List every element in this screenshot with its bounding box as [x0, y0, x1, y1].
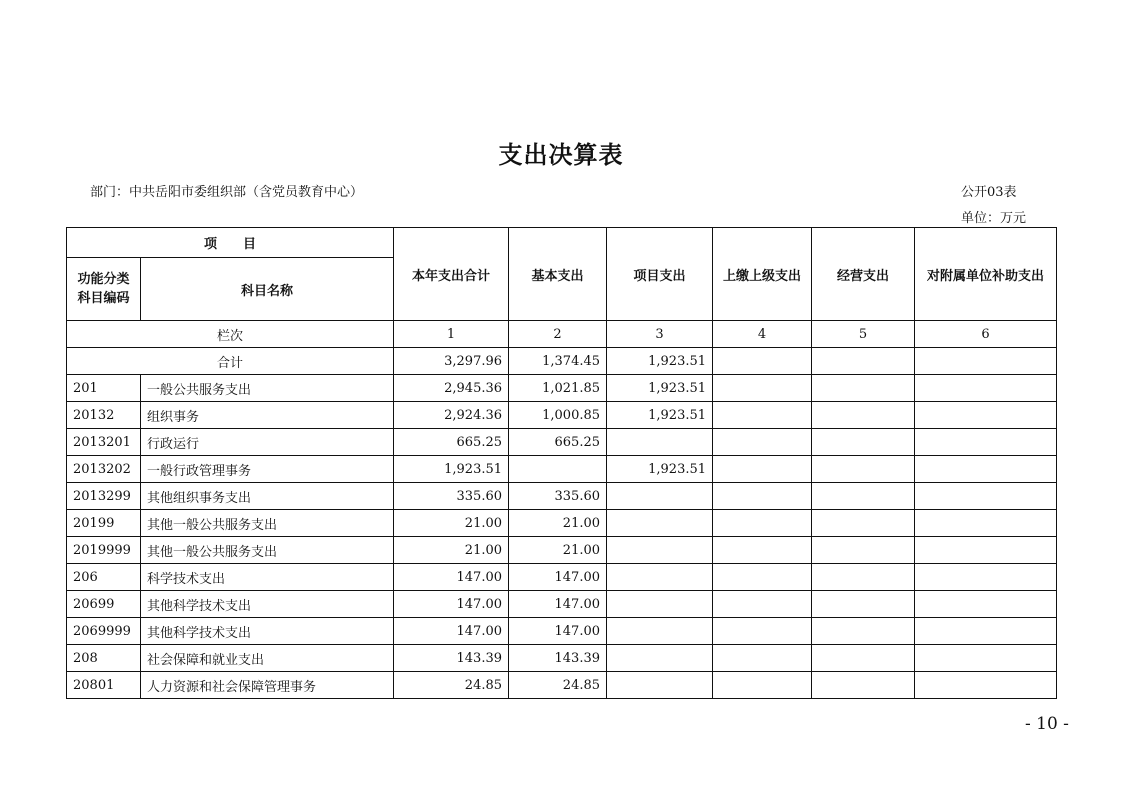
subject-name-cell: 人力资源和社会保障管理事务 — [141, 672, 394, 699]
table-row — [67, 672, 1057, 699]
amount-cell — [915, 672, 1057, 699]
header-subject-name: 科目名称 — [141, 258, 394, 321]
subject-name-cell: 社会保障和就业支出 — [141, 645, 394, 672]
subject-code-cell: 2019999 — [67, 537, 141, 564]
amount-cell: 335.60 — [509, 483, 607, 510]
amount-cell: 147.00 — [509, 564, 607, 591]
form-code: 公开03表 — [961, 185, 1017, 200]
amount-cell — [607, 564, 713, 591]
subject-code-cell: 208 — [67, 645, 141, 672]
amount-cell — [812, 672, 915, 699]
amount-cell — [713, 483, 812, 510]
amount-cell: 143.39 — [509, 645, 607, 672]
amount-cell — [509, 456, 607, 483]
unit-label: 单位：万元 — [961, 211, 1027, 226]
amount-cell — [915, 645, 1057, 672]
page-number: - 10 - — [1025, 714, 1069, 734]
amount-cell — [713, 429, 812, 456]
amount-cell — [713, 564, 812, 591]
total-cell: 1,374.45 — [509, 348, 607, 375]
department-label: 部门：中共岳阳市委组织部（含党员教育中心） — [90, 185, 364, 200]
amount-cell — [812, 537, 915, 564]
table-row — [67, 510, 1057, 537]
amount-cell — [812, 456, 915, 483]
subject-code-cell: 201 — [67, 375, 141, 402]
subject-code-cell: 2013201 — [67, 429, 141, 456]
amount-cell: 147.00 — [509, 618, 607, 645]
total-cell — [915, 348, 1057, 375]
subject-code-cell: 2013202 — [67, 456, 141, 483]
subject-code-cell: 20801 — [67, 672, 141, 699]
amount-cell — [915, 456, 1057, 483]
total-cell: 1,923.51 — [607, 348, 713, 375]
header-col-total: 本年支出合计 — [394, 228, 509, 321]
amount-cell: 24.85 — [394, 672, 509, 699]
amount-cell — [607, 537, 713, 564]
amount-cell — [915, 591, 1057, 618]
table-row — [67, 618, 1057, 645]
amount-cell — [915, 510, 1057, 537]
header-col-remit: 上缴上级支出 — [713, 228, 812, 321]
header-col-project: 项目支出 — [607, 228, 713, 321]
amount-cell — [607, 483, 713, 510]
amount-cell — [607, 510, 713, 537]
amount-cell — [713, 510, 812, 537]
amount-cell — [607, 429, 713, 456]
amount-cell: 1,021.85 — [509, 375, 607, 402]
column-number: 4 — [713, 321, 812, 348]
amount-cell: 147.00 — [394, 591, 509, 618]
amount-cell — [713, 672, 812, 699]
amount-cell — [915, 618, 1057, 645]
column-number: 3 — [607, 321, 713, 348]
subject-name-cell: 组织事务 — [141, 402, 394, 429]
amount-cell — [713, 537, 812, 564]
subject-code-cell: 20699 — [67, 591, 141, 618]
amount-cell — [812, 618, 915, 645]
amount-cell: 24.85 — [509, 672, 607, 699]
subject-code-cell: 20199 — [67, 510, 141, 537]
table-row — [67, 429, 1057, 456]
header-row-top — [67, 228, 1057, 258]
amount-cell — [812, 429, 915, 456]
amount-cell: 21.00 — [509, 510, 607, 537]
subject-code-cell: 206 — [67, 564, 141, 591]
amount-cell: 665.25 — [394, 429, 509, 456]
subject-code-cell: 2013299 — [67, 483, 141, 510]
total-cell — [713, 348, 812, 375]
subject-name-cell: 行政运行 — [141, 429, 394, 456]
amount-cell: 1,923.51 — [607, 375, 713, 402]
header-col-basic: 基本支出 — [509, 228, 607, 321]
table-row — [67, 456, 1057, 483]
amount-cell — [607, 591, 713, 618]
subject-name-cell: 一般行政管理事务 — [141, 456, 394, 483]
amount-cell — [915, 483, 1057, 510]
expenditure-table — [66, 227, 1057, 699]
amount-cell: 21.00 — [394, 510, 509, 537]
total-row — [67, 348, 1057, 375]
amount-cell — [915, 402, 1057, 429]
subject-name-cell: 其他科学技术支出 — [141, 591, 394, 618]
amount-cell — [713, 591, 812, 618]
amount-cell — [713, 645, 812, 672]
subject-name-cell: 科学技术支出 — [141, 564, 394, 591]
subject-code-cell: 2069999 — [67, 618, 141, 645]
amount-cell — [812, 375, 915, 402]
amount-cell — [713, 375, 812, 402]
column-number: 5 — [812, 321, 915, 348]
amount-cell — [915, 375, 1057, 402]
amount-cell — [607, 645, 713, 672]
amount-cell — [812, 483, 915, 510]
amount-cell — [713, 456, 812, 483]
page-title: 支出决算表 — [498, 141, 624, 169]
column-number: 1 — [394, 321, 509, 348]
total-cell — [812, 348, 915, 375]
amount-cell — [915, 429, 1057, 456]
amount-cell — [812, 510, 915, 537]
amount-cell: 147.00 — [394, 564, 509, 591]
total-label: 合计 — [67, 348, 394, 375]
amount-cell — [812, 564, 915, 591]
amount-cell: 147.00 — [394, 618, 509, 645]
amount-cell: 1,923.51 — [607, 402, 713, 429]
amount-cell — [812, 645, 915, 672]
subject-name-cell: 其他组织事务支出 — [141, 483, 394, 510]
subject-name-cell: 其他科学技术支出 — [141, 618, 394, 645]
header-col-subsidy: 对附属单位补助支出 — [915, 228, 1057, 321]
amount-cell: 335.60 — [394, 483, 509, 510]
table-row — [67, 375, 1057, 402]
table-row — [67, 564, 1057, 591]
subject-code-cell: 20132 — [67, 402, 141, 429]
table-row — [67, 645, 1057, 672]
amount-cell: 2,945.36 — [394, 375, 509, 402]
amount-cell: 1,923.51 — [394, 456, 509, 483]
subject-name-cell: 其他一般公共服务支出 — [141, 537, 394, 564]
amount-cell — [812, 402, 915, 429]
column-number: 2 — [509, 321, 607, 348]
amount-cell — [713, 402, 812, 429]
column-number-row — [67, 321, 1057, 348]
total-cell: 3,297.96 — [394, 348, 509, 375]
column-number-label: 栏次 — [67, 321, 394, 348]
amount-cell: 21.00 — [509, 537, 607, 564]
header-col-business: 经营支出 — [812, 228, 915, 321]
amount-cell: 147.00 — [509, 591, 607, 618]
table-row — [67, 483, 1057, 510]
table-row — [67, 591, 1057, 618]
amount-cell — [915, 564, 1057, 591]
header-func-code: 功能分类 科目编码 — [67, 258, 141, 321]
amount-cell — [607, 672, 713, 699]
amount-cell — [607, 618, 713, 645]
table-row — [67, 402, 1057, 429]
table-row — [67, 537, 1057, 564]
amount-cell — [915, 537, 1057, 564]
amount-cell: 2,924.36 — [394, 402, 509, 429]
subject-name-cell: 一般公共服务支出 — [141, 375, 394, 402]
amount-cell — [812, 591, 915, 618]
amount-cell: 665.25 — [509, 429, 607, 456]
amount-cell: 1,923.51 — [607, 456, 713, 483]
amount-cell: 1,000.85 — [509, 402, 607, 429]
amount-cell: 143.39 — [394, 645, 509, 672]
header-item: 项 目 — [67, 228, 394, 258]
amount-cell — [713, 618, 812, 645]
column-number: 6 — [915, 321, 1057, 348]
subject-name-cell: 其他一般公共服务支出 — [141, 510, 394, 537]
amount-cell: 21.00 — [394, 537, 509, 564]
